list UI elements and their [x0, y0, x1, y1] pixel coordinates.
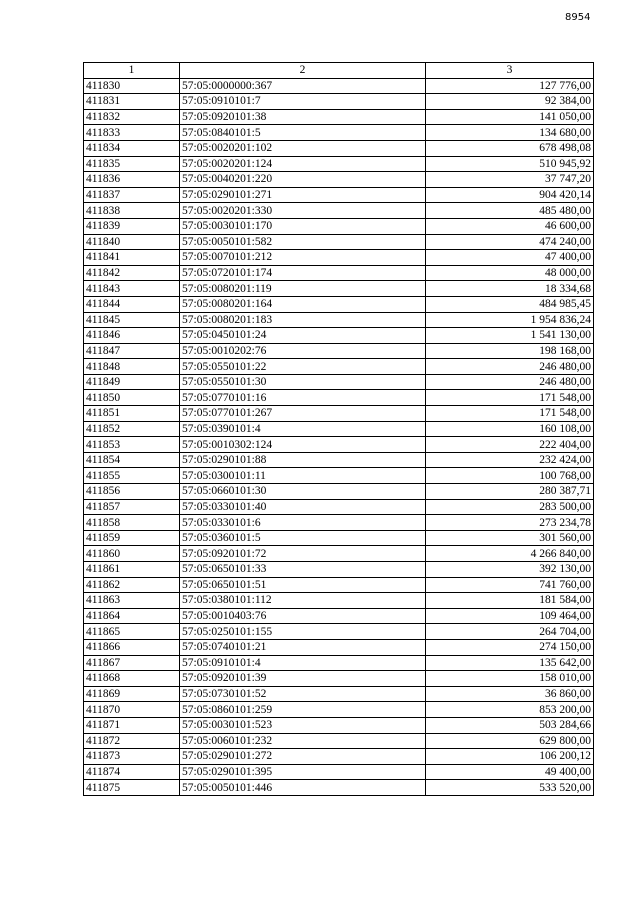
cadastral-number: 57:05:0650101:33	[180, 562, 426, 578]
cadastral-number: 57:05:0770101:267	[180, 406, 426, 422]
table-row	[84, 639, 594, 655]
cadastral-value: 106 200,12	[426, 749, 594, 765]
record-number: 411835	[84, 156, 180, 172]
cadastral-number: 57:05:0290101:88	[180, 452, 426, 468]
cadastral-value: 127 776,00	[426, 78, 594, 94]
table-row	[84, 733, 594, 749]
cadastral-value: 629 800,00	[426, 733, 594, 749]
table-row	[84, 468, 594, 484]
cadastral-number: 57:05:0290101:271	[180, 187, 426, 203]
cadastral-number: 57:05:0770101:16	[180, 390, 426, 406]
cadastral-value: 484 985,45	[426, 296, 594, 312]
record-number: 411874	[84, 764, 180, 780]
table-row	[84, 390, 594, 406]
cadastral-number: 57:05:0330101:40	[180, 499, 426, 515]
table-row	[84, 156, 594, 172]
record-number: 411850	[84, 390, 180, 406]
record-number: 411873	[84, 749, 180, 765]
cadastral-number: 57:05:0550101:22	[180, 359, 426, 375]
cadastral-value: 171 548,00	[426, 406, 594, 422]
record-number: 411842	[84, 265, 180, 281]
table-row	[84, 546, 594, 562]
record-number: 411849	[84, 374, 180, 390]
table-row	[84, 702, 594, 718]
cadastral-value: 141 050,00	[426, 109, 594, 125]
cadastral-value: 181 584,00	[426, 593, 594, 609]
table-row	[84, 577, 594, 593]
cadastral-value: 222 404,00	[426, 437, 594, 453]
cadastral-value: 246 480,00	[426, 374, 594, 390]
cadastral-value: 4 266 840,00	[426, 546, 594, 562]
record-number: 411848	[84, 359, 180, 375]
cadastral-value: 232 424,00	[426, 452, 594, 468]
record-number: 411836	[84, 172, 180, 188]
record-number: 411844	[84, 296, 180, 312]
table-row	[84, 78, 594, 94]
cadastral-value: 160 108,00	[426, 421, 594, 437]
table-row	[84, 140, 594, 156]
record-number: 411862	[84, 577, 180, 593]
cadastral-number: 57:05:0920101:38	[180, 109, 426, 125]
table-row	[84, 406, 594, 422]
record-number: 411851	[84, 406, 180, 422]
cadastral-number: 57:05:0330101:6	[180, 515, 426, 531]
cadastral-value: 158 010,00	[426, 671, 594, 687]
record-number: 411841	[84, 250, 180, 266]
cadastral-value: 485 480,00	[426, 203, 594, 219]
cadastral-value: 741 760,00	[426, 577, 594, 593]
cadastral-number: 57:05:0080201:119	[180, 281, 426, 297]
column-header-3: 3	[426, 63, 594, 79]
cadastral-value: 36 860,00	[426, 686, 594, 702]
table-row	[84, 671, 594, 687]
cadastral-value: 280 387,71	[426, 484, 594, 500]
cadastral-value: 198 168,00	[426, 343, 594, 359]
record-number: 411831	[84, 94, 180, 110]
record-number: 411837	[84, 187, 180, 203]
record-number: 411853	[84, 437, 180, 453]
cadastral-value: 49 400,00	[426, 764, 594, 780]
table-body	[84, 78, 594, 795]
record-number: 411872	[84, 733, 180, 749]
cadastral-value: 18 334,68	[426, 281, 594, 297]
table-row	[84, 530, 594, 546]
record-number: 411859	[84, 530, 180, 546]
cadastral-value: 48 000,00	[426, 265, 594, 281]
table-row	[84, 328, 594, 344]
cadastral-value: 301 560,00	[426, 530, 594, 546]
cadastral-number: 57:05:0050101:446	[180, 780, 426, 796]
cadastral-value: 273 234,78	[426, 515, 594, 531]
table-row	[84, 125, 594, 141]
table-row	[84, 94, 594, 110]
table-row	[84, 499, 594, 515]
record-number: 411870	[84, 702, 180, 718]
record-number: 411867	[84, 655, 180, 671]
record-number: 411861	[84, 562, 180, 578]
record-number: 411840	[84, 234, 180, 250]
cadastral-number: 57:05:0010202:76	[180, 343, 426, 359]
cadastral-number: 57:05:0020201:124	[180, 156, 426, 172]
header-row	[84, 63, 594, 79]
cadastral-value: 92 384,00	[426, 94, 594, 110]
table-row	[84, 421, 594, 437]
cadastral-value: 533 520,00	[426, 780, 594, 796]
cadastral-number: 57:05:0550101:30	[180, 374, 426, 390]
cadastral-number: 57:05:0380101:112	[180, 593, 426, 609]
record-number: 411845	[84, 312, 180, 328]
record-number: 411875	[84, 780, 180, 796]
table-row	[84, 281, 594, 297]
table-row	[84, 562, 594, 578]
record-number: 411852	[84, 421, 180, 437]
cadastral-number: 57:05:0360101:5	[180, 530, 426, 546]
cadastral-value: 171 548,00	[426, 390, 594, 406]
cadastral-number: 57:05:0860101:259	[180, 702, 426, 718]
table-row	[84, 686, 594, 702]
cadastral-number: 57:05:0730101:52	[180, 686, 426, 702]
column-header-1: 1	[84, 63, 180, 79]
cadastral-number: 57:05:0010403:76	[180, 608, 426, 624]
table-row	[84, 624, 594, 640]
record-number: 411860	[84, 546, 180, 562]
column-header-2: 2	[180, 63, 426, 79]
table-row	[84, 717, 594, 733]
cadastral-value: 274 150,00	[426, 639, 594, 655]
cadastral-value: 134 680,00	[426, 125, 594, 141]
cadastral-value: 46 600,00	[426, 218, 594, 234]
cadastral-value: 1 954 836,24	[426, 312, 594, 328]
cadastral-number: 57:05:0920101:72	[180, 546, 426, 562]
table-row	[84, 296, 594, 312]
record-number: 411863	[84, 593, 180, 609]
table-row	[84, 218, 594, 234]
table-row	[84, 515, 594, 531]
cadastral-number: 57:05:0080201:183	[180, 312, 426, 328]
cadastral-number: 57:05:0740101:21	[180, 639, 426, 655]
record-number: 411866	[84, 639, 180, 655]
cadastral-number: 57:05:0450101:24	[180, 328, 426, 344]
table-row	[84, 374, 594, 390]
record-number: 411868	[84, 671, 180, 687]
cadastral-number: 57:05:0060101:232	[180, 733, 426, 749]
cadastral-value: 135 642,00	[426, 655, 594, 671]
table-row	[84, 187, 594, 203]
cadastral-value: 100 768,00	[426, 468, 594, 484]
cadastral-number: 57:05:0720101:174	[180, 265, 426, 281]
table-row	[84, 203, 594, 219]
page-number: 8954	[565, 12, 591, 23]
table-row	[84, 593, 594, 609]
cadastral-number: 57:05:0050101:582	[180, 234, 426, 250]
cadastral-value: 283 500,00	[426, 499, 594, 515]
cadastral-value: 853 200,00	[426, 702, 594, 718]
cadastral-value: 1 541 130,00	[426, 328, 594, 344]
record-number: 411856	[84, 484, 180, 500]
cadastral-number: 57:05:0910101:4	[180, 655, 426, 671]
table-row	[84, 172, 594, 188]
record-number: 411830	[84, 78, 180, 94]
cadastral-number: 57:05:0920101:39	[180, 671, 426, 687]
table-row	[84, 484, 594, 500]
cadastral-number: 57:05:0290101:395	[180, 764, 426, 780]
record-number: 411857	[84, 499, 180, 515]
cadastral-value: 246 480,00	[426, 359, 594, 375]
table-row	[84, 250, 594, 266]
cadastral-number: 57:05:0030101:170	[180, 218, 426, 234]
cadastral-number: 57:05:0010302:124	[180, 437, 426, 453]
record-number: 411864	[84, 608, 180, 624]
record-number: 411854	[84, 452, 180, 468]
cadastral-value: 37 747,20	[426, 172, 594, 188]
record-number: 411833	[84, 125, 180, 141]
table-row	[84, 452, 594, 468]
registry-table	[83, 62, 594, 796]
cadastral-number: 57:05:0290101:272	[180, 749, 426, 765]
cadastral-number: 57:05:0080201:164	[180, 296, 426, 312]
cadastral-number: 57:05:0840101:5	[180, 125, 426, 141]
cadastral-value: 47 400,00	[426, 250, 594, 266]
cadastral-number: 57:05:0300101:11	[180, 468, 426, 484]
cadastral-number: 57:05:0070101:212	[180, 250, 426, 266]
record-number: 411846	[84, 328, 180, 344]
table-row	[84, 312, 594, 328]
record-number: 411865	[84, 624, 180, 640]
cadastral-number: 57:05:0020201:102	[180, 140, 426, 156]
table-row	[84, 234, 594, 250]
record-number: 411843	[84, 281, 180, 297]
cadastral-number: 57:05:0650101:51	[180, 577, 426, 593]
cadastral-number: 57:05:0030101:523	[180, 717, 426, 733]
cadastral-number: 57:05:0040201:220	[180, 172, 426, 188]
cadastral-number: 57:05:0390101:4	[180, 421, 426, 437]
table-row	[84, 780, 594, 796]
cadastral-value: 503 284,66	[426, 717, 594, 733]
cadastral-number: 57:05:0660101:30	[180, 484, 426, 500]
cadastral-value: 904 420,14	[426, 187, 594, 203]
record-number: 411839	[84, 218, 180, 234]
table-row	[84, 265, 594, 281]
cadastral-number: 57:05:0250101:155	[180, 624, 426, 640]
record-number: 411832	[84, 109, 180, 125]
cadastral-value: 678 498,08	[426, 140, 594, 156]
table-row	[84, 437, 594, 453]
table-row	[84, 359, 594, 375]
record-number: 411838	[84, 203, 180, 219]
table-row	[84, 343, 594, 359]
table-row	[84, 764, 594, 780]
cadastral-number: 57:05:0020201:330	[180, 203, 426, 219]
table-row	[84, 655, 594, 671]
cadastral-value: 264 704,00	[426, 624, 594, 640]
cadastral-number: 57:05:0000000:367	[180, 78, 426, 94]
cadastral-value: 474 240,00	[426, 234, 594, 250]
record-number: 411847	[84, 343, 180, 359]
cadastral-number: 57:05:0910101:7	[180, 94, 426, 110]
record-number: 411858	[84, 515, 180, 531]
cadastral-value: 392 130,00	[426, 562, 594, 578]
table-row	[84, 749, 594, 765]
cadastral-value: 109 464,00	[426, 608, 594, 624]
cadastral-value: 510 945,92	[426, 156, 594, 172]
record-number: 411855	[84, 468, 180, 484]
table-row	[84, 109, 594, 125]
record-number: 411869	[84, 686, 180, 702]
table-row	[84, 608, 594, 624]
record-number: 411834	[84, 140, 180, 156]
record-number: 411871	[84, 717, 180, 733]
